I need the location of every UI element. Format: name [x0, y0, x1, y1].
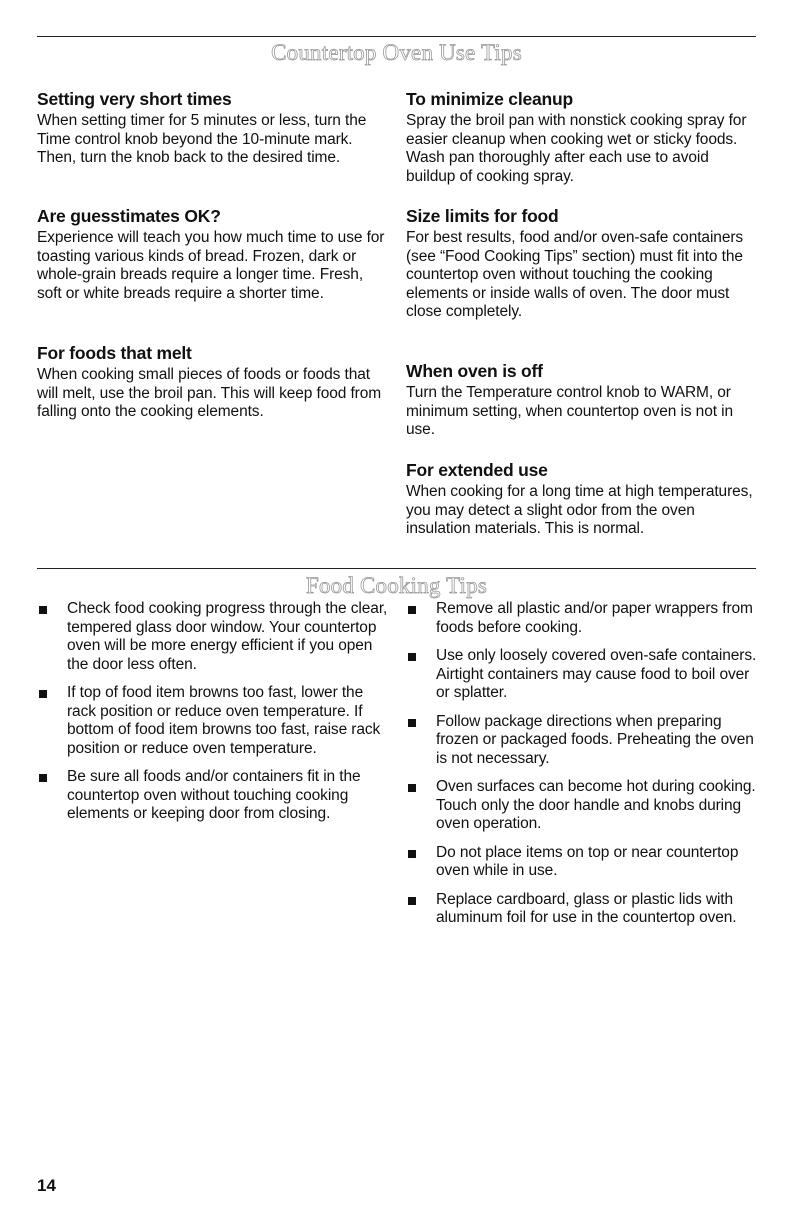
- tip-body: When cooking for a long time at high temperatures, you may detect a slight odor from the oven insulation materials. This is normal.: [406, 483, 753, 537]
- list-item: [37, 600, 389, 674]
- tip-body: When setting timer for 5 minutes or less, turn the Time control knob beyond the 10-minute mark. Then, turn the knob back to the desired time.: [37, 112, 367, 166]
- list-item: [406, 713, 758, 769]
- list-item: [406, 844, 758, 881]
- tip-body: When cooking small pieces of foods or foods that will melt, use the broil pan. This will keep food from falling onto the cooking elements.: [37, 366, 382, 420]
- tip-minimize-cleanup: [406, 89, 758, 186]
- food-tips-title: Food Cooking Tips: [305, 573, 488, 598]
- bullet-square-icon: [408, 653, 416, 661]
- bullet-square-icon: [39, 690, 47, 698]
- tip-heading: Size limits for food: [406, 206, 559, 226]
- tip-body: For best results, food and/or oven-safe containers (see “Food Cooking Tips” section) must fit into the countertop oven without touching the cooking elements or inside walls of oven. The door must close completely.: [406, 229, 744, 320]
- tip-heading: Are guesstimates OK?: [37, 206, 221, 226]
- tip-body: Experience will teach you how much time to use for toasting various kinds of bread. Frozen, dark or whole-grain breads require a longer time. Fresh, soft or white breads require a shorter time.: [37, 229, 385, 302]
- list-item-text: Oven surfaces can become hot during cooking. Touch only the door handle and knobs during oven operation.: [436, 778, 756, 832]
- list-item: [37, 684, 389, 758]
- tip-oven-off: [406, 361, 758, 440]
- oven-tips-title: Countertop Oven Use Tips: [271, 40, 522, 65]
- tip-body: Turn the Temperature control knob to WARM, or minimum setting, when countertop oven is not in use.: [406, 384, 733, 438]
- tip-short-times: [37, 89, 389, 168]
- list-item: [406, 600, 758, 637]
- tip-heading: When oven is off: [406, 361, 543, 381]
- list-item-text: Be sure all foods and/or containers fit in the countertop oven without touching cooking elements or keeping door from closing.: [67, 768, 361, 822]
- top-divider: [37, 36, 756, 37]
- list-item: [37, 768, 389, 824]
- bullet-square-icon: [39, 606, 47, 614]
- page-number: 14: [37, 1176, 56, 1195]
- bullet-square-icon: [408, 850, 416, 858]
- tip-foods-that-melt: [37, 343, 389, 422]
- list-item: [406, 778, 758, 834]
- tip-heading: For foods that melt: [37, 343, 192, 363]
- list-item: [406, 647, 758, 703]
- bullet-square-icon: [408, 784, 416, 792]
- middle-divider: [37, 568, 756, 569]
- bullet-square-icon: [408, 897, 416, 905]
- list-item-text: If top of food item browns too fast, lower the rack position or reduce oven temperature. If bottom of food item browns too fast, raise rack position or reduce oven temperature.: [67, 684, 381, 757]
- list-item-text: Do not place items on top or near countertop oven while in use.: [436, 843, 739, 879]
- list-item-text: Follow package directions when preparing frozen or packaged foods. Preheating the oven is not necessary.: [436, 712, 754, 767]
- list-item: [406, 891, 758, 928]
- tip-guesstimates: [37, 206, 389, 303]
- tip-heading: To minimize cleanup: [406, 89, 574, 109]
- bullet-square-icon: [39, 774, 47, 782]
- tip-heading: Setting very short times: [37, 89, 232, 109]
- tip-body: Spray the broil pan with nonstick cooking spray for easier cleanup when cooking wet or sticky foods. Wash pan thoroughly after each use to avoid buildup of cooking spray.: [406, 112, 747, 185]
- list-item-text: Check food cooking progress through the clear, tempered glass door window. Your countertop oven will be more energy efficient if you open the door less often.: [67, 600, 388, 673]
- tip-extended-use: [406, 460, 758, 539]
- list-item-text: Use only loosely covered oven-safe containers. Airtight containers may cause food to boil over or splatter.: [436, 647, 757, 701]
- food-tips-right-list: [406, 600, 758, 938]
- bullet-square-icon: [408, 606, 416, 614]
- tip-size-limits: [406, 206, 758, 322]
- list-item-text: Replace cardboard, glass or plastic lids with aluminum foil for use in the countertop oven.: [436, 890, 737, 926]
- tip-heading: For extended use: [406, 460, 548, 480]
- food-tips-left-list: [37, 600, 389, 834]
- bullet-square-icon: [408, 719, 416, 727]
- list-item-text: Remove all plastic and/or paper wrappers from foods before cooking.: [436, 600, 753, 636]
